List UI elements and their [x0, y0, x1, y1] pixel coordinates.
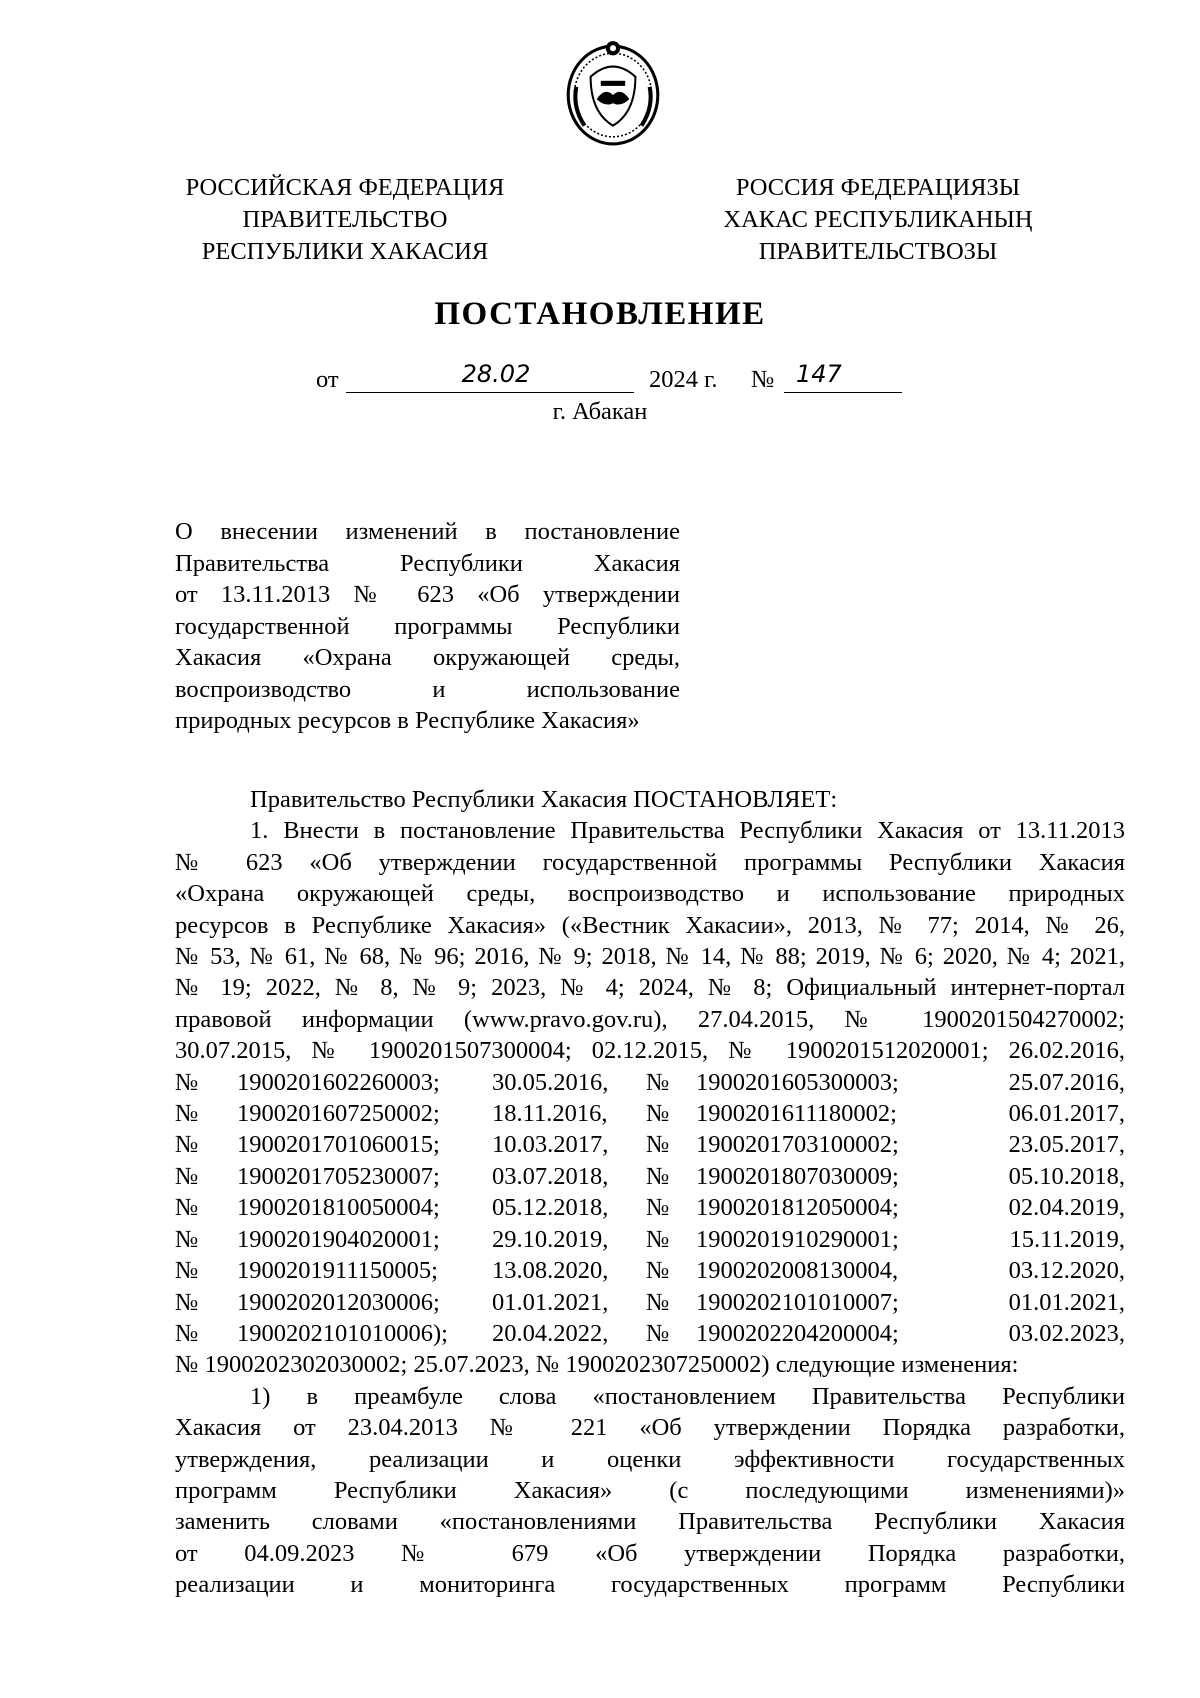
registry-cell: №: [175, 1131, 199, 1159]
body-line: № 1900202302030002; 25.07.2023, № 1900202307250002) следующие изменения:: [175, 1351, 1019, 1379]
registry-cell: 01.01.2021,: [1008, 1288, 1125, 1316]
subject-line: воспроизводство и использование: [175, 675, 680, 703]
registry-cell: №: [646, 1194, 670, 1222]
registry-cell: 1900202101010007;: [696, 1288, 899, 1316]
registry-cell: 13.08.2020,: [492, 1257, 609, 1285]
header-right-line: РОССИЯ ФЕДЕРАЦИЯЗЫ: [735, 174, 1021, 201]
registry-cell: 05.12.2018,: [492, 1194, 609, 1222]
registry-cell: №: [646, 1257, 670, 1285]
body-line: № 53, № 61, № 68, № 96; 2016, № 9; 2018, № 14, № 88; 2019, № 6; 2020, № 4; 2021,: [175, 943, 1125, 971]
year-text: 2024 г.: [649, 366, 718, 393]
body-line: «Охрана окружающей среды, воспроизводство и использование природных: [175, 880, 1125, 908]
body-line: реализации и мониторинга государственных программ Республики: [175, 1571, 1125, 1599]
registry-cell: 15.11.2019,: [1009, 1225, 1125, 1253]
number-underline: [784, 392, 902, 393]
coat-of-arms-emblem: [562, 36, 664, 148]
registry-cell: 1900201812050004;: [696, 1194, 899, 1222]
registry-cell: 1900202012030006;: [237, 1288, 440, 1316]
registry-cell: 1900202204200004;: [696, 1319, 899, 1347]
header-left-line: РОССИЙСКАЯ ФЕДЕРАЦИЯ: [185, 174, 505, 201]
registry-row: [175, 1192, 1125, 1223]
registry-cell: 20.04.2022,: [492, 1319, 609, 1347]
registry-row: [175, 1098, 1125, 1129]
city-line: г. Абакан: [552, 398, 648, 425]
registry-cell: №: [646, 1068, 670, 1096]
registry-cell: 1900201807030009;: [696, 1162, 899, 1190]
registry-cell: №: [646, 1162, 670, 1190]
registry-cell: 03.07.2018,: [492, 1162, 609, 1190]
registry-cell: 01.01.2021,: [492, 1288, 609, 1316]
registry-cell: 30.05.2016,: [492, 1068, 609, 1096]
subject-line: Хакасия «Охрана окружающей среды,: [175, 644, 680, 671]
body-line: № 19; 2022, № 8, № 9; 2023, № 4; 2024, № 8; Официальный интернет-портал: [175, 974, 1125, 1002]
body-line: правовой информации (www.pravo.gov.ru), 27.04.2015, № 1900201504270002;: [175, 1005, 1125, 1033]
body-line: 1. Внести в постановление Правительства Республики Хакасия от 13.11.2013: [250, 817, 1125, 845]
document-title: ПОСТАНОВЛЕНИЕ: [434, 296, 766, 332]
registry-cell: 23.05.2017,: [1008, 1131, 1125, 1159]
registry-cell: 02.04.2019,: [1008, 1194, 1125, 1222]
registry-row: [175, 1224, 1125, 1255]
body-line: Правительство Республики Хакасия ПОСТАНОВЛЯЕТ:: [250, 786, 838, 813]
registry-cell: 1900201703100002;: [696, 1131, 899, 1159]
body-line: 30.07.2015, № 1900201507300004; 02.12.2015, № 1900201512020001; 26.02.2016,: [175, 1037, 1125, 1065]
header-left-block: [175, 172, 515, 268]
body-line: заменить словами «постановлениями Правительства Республики Хакасия: [175, 1508, 1125, 1536]
registry-cell: №: [646, 1319, 670, 1347]
subject-line: государственной программы Республики: [175, 612, 680, 640]
registry-cell: 03.02.2023,: [1008, 1319, 1125, 1347]
body-line: программ Республики Хакасия» (с последующими изменениями)»: [175, 1476, 1125, 1504]
registry-cell: 1900202008130004,: [696, 1257, 899, 1285]
header-right-line: ПРАВИТЕЛЬСТВОЗЫ: [758, 238, 998, 265]
registry-row: [175, 1161, 1125, 1192]
header-right-line: ХАКАС РЕСПУБЛИКАНЫҢ: [723, 206, 1033, 233]
subject-line: О внесении изменений в постановление: [175, 518, 680, 545]
registry-row: [175, 1318, 1125, 1349]
body-line: от 04.09.2023 № 679 «Об утверждении Порядка разработки,: [175, 1539, 1125, 1567]
body-line: № 623 «Об утверждении государственной программы Республики Хакасия: [175, 848, 1125, 876]
registry-row: [175, 1129, 1125, 1160]
registry-row: [175, 1287, 1125, 1318]
registry-cell: №: [646, 1225, 670, 1253]
registry-cell: 1900201904020001;: [237, 1225, 440, 1253]
registry-cell: №: [175, 1068, 199, 1096]
subject-line: Правительства Республики Хакасия: [175, 549, 680, 577]
registry-cell: №: [175, 1257, 199, 1285]
registry-cell: 1900201607250002;: [237, 1100, 440, 1128]
registry-cell: №: [175, 1194, 199, 1222]
registry-cell: №: [646, 1100, 670, 1128]
registry-cell: 1900201705230007;: [237, 1162, 440, 1190]
header-right-block: [708, 172, 1048, 268]
handwritten-date: 28.02: [461, 360, 531, 388]
registry-cell: 05.10.2018,: [1008, 1162, 1125, 1190]
date-underline: [346, 392, 634, 393]
date-prefix: от: [316, 366, 339, 393]
registry-cell: №: [646, 1131, 670, 1159]
body-line: ресурсов в Республике Хакасия» («Вестник Хакасии», 2013, № 77; 2014, № 26,: [175, 911, 1125, 939]
registry-cell: 1900201701060015;: [237, 1131, 440, 1159]
subject-line: природных ресурсов в Республике Хакасия»: [175, 707, 640, 734]
registry-cell: 1900201611180002;: [696, 1100, 897, 1128]
registry-cell: 25.07.2016,: [1008, 1068, 1125, 1096]
registry-cell: 03.12.2020,: [1008, 1257, 1125, 1285]
registry-cell: 1900201602260003;: [237, 1068, 440, 1096]
registry-row: [175, 1067, 1125, 1098]
date-number-line: [316, 360, 906, 400]
registry-cell: №: [175, 1100, 199, 1128]
registry-cell: 1900201810050004;: [237, 1194, 440, 1222]
subject-line: от 13.11.2013 № 623 «Об утверждении: [175, 581, 680, 608]
registry-cell: №: [175, 1225, 199, 1253]
registry-cell: №: [175, 1162, 199, 1190]
subject-block: [175, 516, 680, 737]
handwritten-number: 147: [796, 360, 842, 388]
registry-cell: №: [646, 1288, 670, 1316]
body-line: Хакасия от 23.04.2013 № 221 «Об утверждении Порядка разработки,: [175, 1414, 1125, 1442]
registry-cell: 1900201605300003;: [696, 1068, 899, 1096]
registry-row: [175, 1255, 1125, 1286]
registry-cell: №: [175, 1319, 199, 1347]
registry-cell: 10.03.2017,: [492, 1131, 609, 1159]
registry-cell: №: [175, 1288, 199, 1316]
header-left-line: РЕСПУБЛИКИ ХАКАСИЯ: [201, 238, 489, 265]
number-sign: №: [751, 366, 775, 393]
registry-cell: 1900201911150005;: [237, 1257, 438, 1285]
body-line: 1) в преамбуле слова «постановлением Правительства Республики: [250, 1382, 1125, 1410]
body-line: утверждения, реализации и оценки эффективности государственных: [175, 1445, 1125, 1473]
document-body: [175, 784, 1125, 1601]
registry-cell: 29.10.2019,: [492, 1225, 609, 1253]
registry-cell: 1900201910290001;: [696, 1225, 899, 1253]
header-left-line: ПРАВИТЕЛЬСТВО: [242, 206, 448, 233]
registry-cell: 06.01.2017,: [1008, 1100, 1125, 1128]
registry-cell: 18.11.2016,: [492, 1100, 608, 1128]
registry-cell: 1900202101010006);: [237, 1319, 448, 1347]
